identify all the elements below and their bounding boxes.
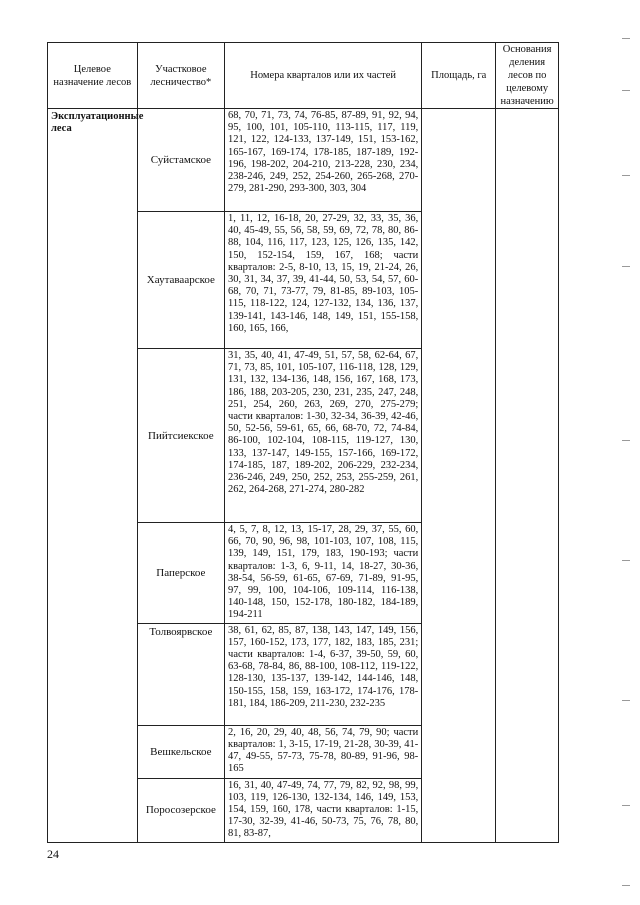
scan-edge-mark — [622, 885, 630, 886]
table-header-row — [48, 43, 559, 109]
table-row — [48, 109, 559, 212]
district-cell: Вешкельское — [137, 725, 224, 778]
quarters-cell: 31, 35, 40, 41, 47-49, 51, 57, 58, 62-64, 67, 71, 73, 85, 101, 105-107, 116-118, 128, 129, 131, 132, 134-136, 148, 156, 167, 168, 173, 186, 188, 203-205, 230, 231, 235, 247, 248, 251, 254, 260, 263, 269, 270, 275-279; части кварталов: 1-30, 32-34, 36-39, 42-46, 50, 52-56, 59-61, 65, 66, 68-70, 72, 74-84, 86-100, 102-104, 108-115, 119-127, 130, 133, 137-147, 149-155, 157-166, 169-172, 174-185, 187, 189-202, 206-229, 232-234, 236-246, 249, 250, 252, 253, 255-259, 261, 262, 264-268, 271-274, 280-282 — [225, 349, 422, 523]
page-number: 24 — [47, 847, 59, 861]
header-district: Участковое лесничество* — [137, 43, 224, 109]
basis-cell — [496, 109, 559, 843]
scan-edge-mark — [622, 440, 630, 441]
quarters-cell: 4, 5, 7, 8, 12, 13, 15-17, 28, 29, 37, 55, 60, 66, 70, 90, 96, 98, 101-103, 107, 108, 115, 139, 149, 151, 179, 183, 190-193; части кварталов: 1-3, 6, 9-11, 14, 18-27, 30-36, 38-54, 56-59, 61-65, 67-69, 71-89, 91-95, 97, 99, 100, 104-106, 109-114, 116-138, 140-148, 150, 152-178, 180-182, 184-189, 194-211 — [225, 523, 422, 624]
scan-edge-mark — [622, 38, 630, 39]
district-cell: Толвоярвское — [137, 623, 224, 725]
district-cell: Хаутаваарское — [137, 212, 224, 349]
quarters-cell: 16, 31, 40, 47-49, 74, 77, 79, 82, 92, 98, 99, 103, 119, 126-130, 132-134, 146, 149, 153, 154, 159, 160, 178, части кварталов: 1-15, 17-30, 32-39, 41-46, 50-73, 75, 76, 78, 80, 81, 83-87, — [225, 778, 422, 842]
quarters-cell: 1, 11, 12, 16-18, 20, 27-29, 32, 33, 35, 36, 40, 45-49, 55, 56, 58, 59, 69, 72, 78, 80, 86-88, 104, 116, 117, 123, 125, 126, 135, 142, 150, 152-154, 159, 167, 168; части кварталов: 2-5, 8-10, 13, 15, 19, 21-24, 26, 30, 31, 34, 37, 39, 41-44, 50, 53, 54, 57, 60-68, 70, 71, 73-77, 79, 81-85, 89-103, 105-115, 118-122, 124, 127-132, 134, 136, 137, 139-141, 143-146, 148, 149, 151, 155-158, 160, 165, 166, — [225, 212, 422, 349]
scan-edge-mark — [622, 560, 630, 561]
quarters-cell: 2, 16, 20, 29, 40, 48, 56, 74, 79, 90; части кварталов: 1, 3-15, 17-19, 21-28, 30-39, 41-47, 49-55, 57-73, 75-78, 80-89, 91-96, 98-165 — [225, 725, 422, 778]
header-area: Площадь, га — [422, 43, 496, 109]
quarters-cell: 38, 61, 62, 85, 87, 138, 143, 147, 149, 156, 157, 160-152, 173, 177, 182, 183, 185, 231; части кварталов: 1-4, 6-37, 39-50, 59, 60, 63-68, 78-84, 86, 88-100, 108-112, 119-122, 128-130, 135-137, 139-142, 144-146, 148, 150-155, 158, 159, 163-172, 174-176, 178-181, 184, 186-209, 211-230, 232-235 — [225, 623, 422, 725]
scan-edge-mark — [622, 90, 630, 91]
header-basis: Основания деления лесов по целевому назначению — [496, 43, 559, 109]
area-cell — [422, 109, 496, 843]
forest-division-table — [47, 42, 559, 843]
header-quarters: Номера кварталов или их частей — [225, 43, 422, 109]
scan-edge-mark — [622, 805, 630, 806]
district-cell: Поросозерское — [137, 778, 224, 842]
purpose-cell: Эксплуатационные леса — [48, 109, 138, 843]
scan-edge-mark — [622, 175, 630, 176]
scan-edge-mark — [622, 266, 630, 267]
quarters-cell: 68, 70, 71, 73, 74, 76-85, 87-89, 91, 92, 94, 95, 100, 101, 105-110, 113-115, 117, 119, 121, 122, 124-133, 137-149, 151, 153-162, 165-167, 169-174, 178-185, 187-189, 192-196, 198-202, 204-210, 213-228, 230, 234, 238-246, 249, 252, 254-260, 265-268, 270-279, 281-290, 293-300, 303, 304 — [225, 109, 422, 212]
header-purpose: Целевое назначение лесов — [48, 43, 138, 109]
district-cell: Паперское — [137, 523, 224, 624]
district-cell: Суйстамское — [137, 109, 224, 212]
table-body — [48, 109, 559, 843]
scan-edge-mark — [622, 700, 630, 701]
district-cell: Пийтсиекское — [137, 349, 224, 523]
